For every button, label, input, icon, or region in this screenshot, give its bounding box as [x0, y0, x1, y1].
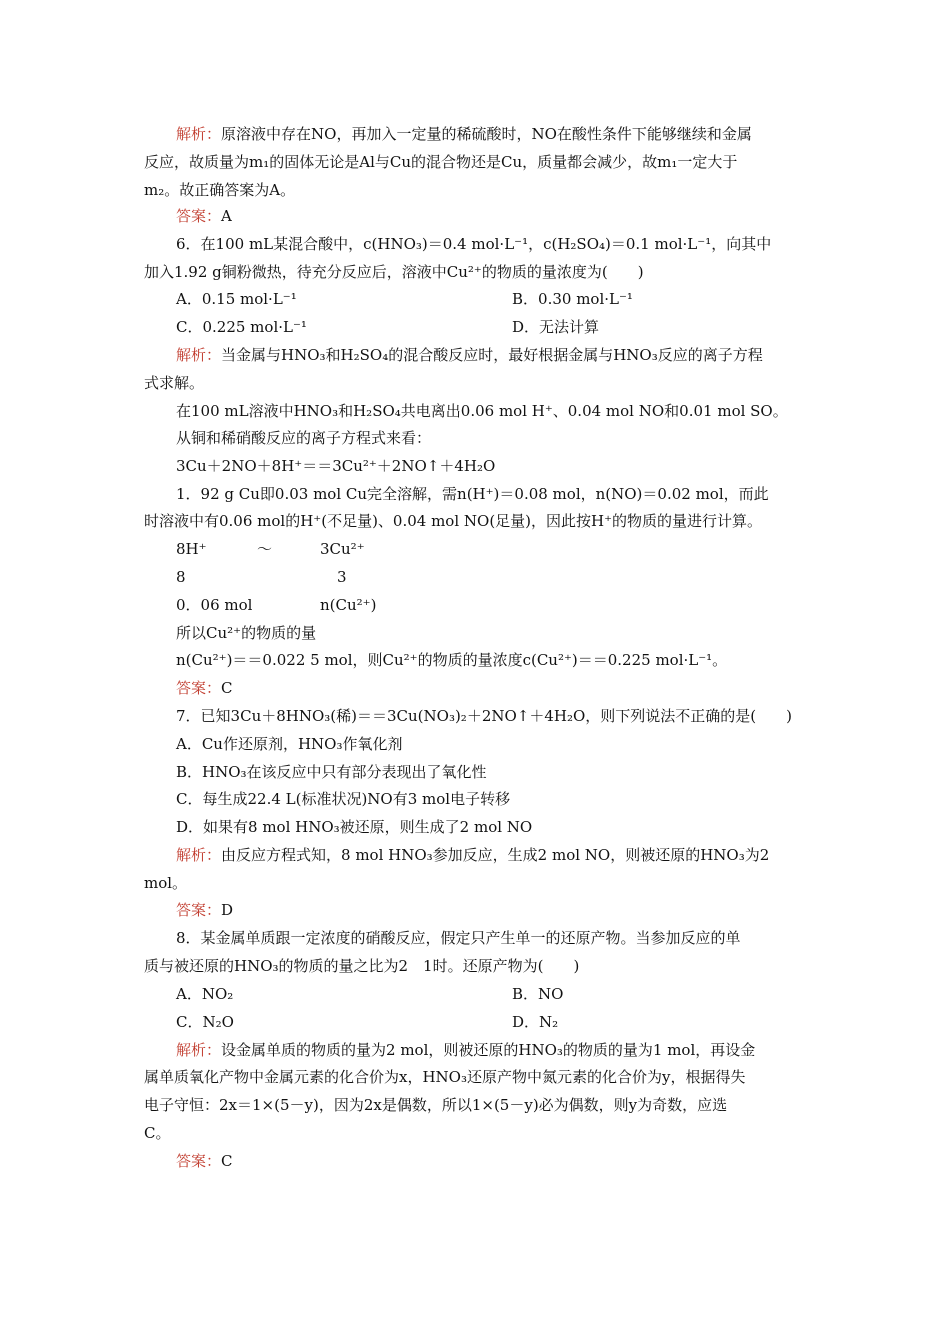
question-stem: 加入1.92 g铜粉微热，待充分反应后，溶液中Cu²⁺的物质的量浓度为( ) [144, 263, 644, 281]
analysis-line: 在100 mL溶液中HNO₃和H₂SO₄共电离出0.06 mol H⁺、0.04 mol NO和0.01 mol SO。 [176, 402, 788, 420]
option-a: A．NO₂ [176, 985, 234, 1003]
analysis-line: m₂。故正确答案为A。 [144, 181, 296, 199]
answer-label: 答案： [176, 207, 222, 225]
answer-label: 答案： [176, 1152, 222, 1170]
analysis-line: 所以Cu²⁺的物质的量 [176, 624, 317, 642]
option-d: D．N₂ [512, 1013, 559, 1031]
option-c: C．每生成22.4 L(标准状况)NO有3 mol电子转移 [176, 790, 511, 808]
option-b: B．HNO₃在该反应中只有部分表现出了氧化性 [176, 763, 487, 781]
ratio-cell: n(Cu²⁺) [320, 596, 377, 614]
analysis-line: 解析：当金属与HNO₃和H₂SO₄的混合酸反应时，最好根据金属与HNO₃反应的离子方程 [176, 346, 763, 364]
analysis-line: 解析：设金属单质的物质的量为2 mol，则被还原的HNO₃的物质的量为1 mol，再设金 [176, 1041, 756, 1059]
analysis-line: 属单质氧化产物中金属元素的化合价为x，HNO₃还原产物中氮元素的化合价为y，根据得失 [144, 1068, 746, 1086]
answer-line: 答案：A [176, 207, 232, 225]
ratio-cell: 8 [176, 568, 186, 586]
analysis-line: 解析：原溶液中存在NO，再加入一定量的稀硫酸时，NO在酸性条件下能够继续和金属 [176, 125, 752, 143]
analysis-line: 式求解。 [144, 374, 205, 392]
question-stem: 6．在100 mL某混合酸中，c(HNO₃)＝0.4 mol·L⁻¹，c(H₂SO₄)＝0.1 mol·L⁻¹，向其中 [176, 235, 772, 253]
analysis-line: C。 [144, 1124, 171, 1142]
analysis-line: 反应，故质量为m₁的固体无论是Al与Cu的混合物还是Cu，质量都会减少，故m₁一定大于 [144, 153, 738, 171]
analysis-line: n(Cu²⁺)＝＝0.022 5 mol，则Cu²⁺的物质的量浓度c(Cu²⁺)＝＝0.225 mol·L⁻¹。 [176, 651, 728, 669]
analysis-line: 时溶液中有0.06 mol的H⁺(不足量)、0.04 mol NO(足量)，因此按H⁺的物质的量进行计算。 [144, 512, 763, 530]
option-a: A．0.15 mol·L⁻¹ [176, 290, 297, 308]
answer-label: 答案： [176, 679, 222, 697]
ratio-cell: 3 [337, 568, 347, 586]
ratio-cell: 3Cu²⁺ [320, 540, 365, 558]
option-b: B．0.30 mol·L⁻¹ [512, 290, 633, 308]
option-d: D．无法计算 [512, 318, 600, 336]
ratio-cell: 0．06 mol [176, 596, 253, 614]
analysis-label: 解析： [176, 1041, 222, 1059]
analysis-line: 解析：由反应方程式知，8 mol HNO₃参加反应，生成2 mol NO，则被还原的HNO₃为2 [176, 846, 770, 864]
option-b: B．NO [512, 985, 564, 1003]
analysis-label: 解析： [176, 846, 222, 864]
answer-line: 答案：C [176, 1152, 233, 1170]
analysis-label: 解析： [176, 346, 222, 364]
analysis-line: 从铜和稀硝酸反应的离子方程式来看： [176, 429, 432, 447]
option-d: D．如果有8 mol HNO₃被还原，则生成了2 mol NO [176, 818, 533, 836]
question-stem: 7．已知3Cu＋8HNO₃(稀)＝＝3Cu(NO₃)₂＋2NO↑＋4H₂O，则下列说法不正确的是( ) [176, 707, 792, 725]
analysis-label: 解析： [176, 125, 222, 143]
answer-line: 答案：C [176, 679, 233, 697]
ratio-cell: ～ [257, 540, 273, 558]
analysis-line: mol。 [144, 874, 188, 892]
analysis-line: 1．92 g Cu即0.03 mol Cu完全溶解，需n(H⁺)＝0.08 mol，n(NO)＝0.02 mol，而此 [176, 485, 769, 503]
option-c: C．0.225 mol·L⁻¹ [176, 318, 307, 336]
analysis-line: 电子守恒：2x＝1×(5－y)，因为2x是偶数，所以1×(5－y)必为偶数，则y为奇数，应选 [144, 1096, 728, 1114]
answer-label: 答案： [176, 901, 222, 919]
question-stem: 质与被还原的HNO₃的物质的量之比为2 1时。还原产物为( ) [144, 957, 580, 975]
equation: 3Cu＋2NO＋8H⁺＝＝3Cu²⁺＋2NO↑＋4H₂O [176, 457, 496, 475]
answer-line: 答案：D [176, 901, 234, 919]
option-c: C．N₂O [176, 1013, 234, 1031]
ratio-cell: 8H⁺ [176, 540, 207, 558]
question-stem: 8．某金属单质跟一定浓度的硝酸反应，假定只产生单一的还原产物。当参加反应的单 [176, 929, 741, 947]
option-a: A．Cu作还原剂，HNO₃作氧化剂 [176, 735, 403, 753]
